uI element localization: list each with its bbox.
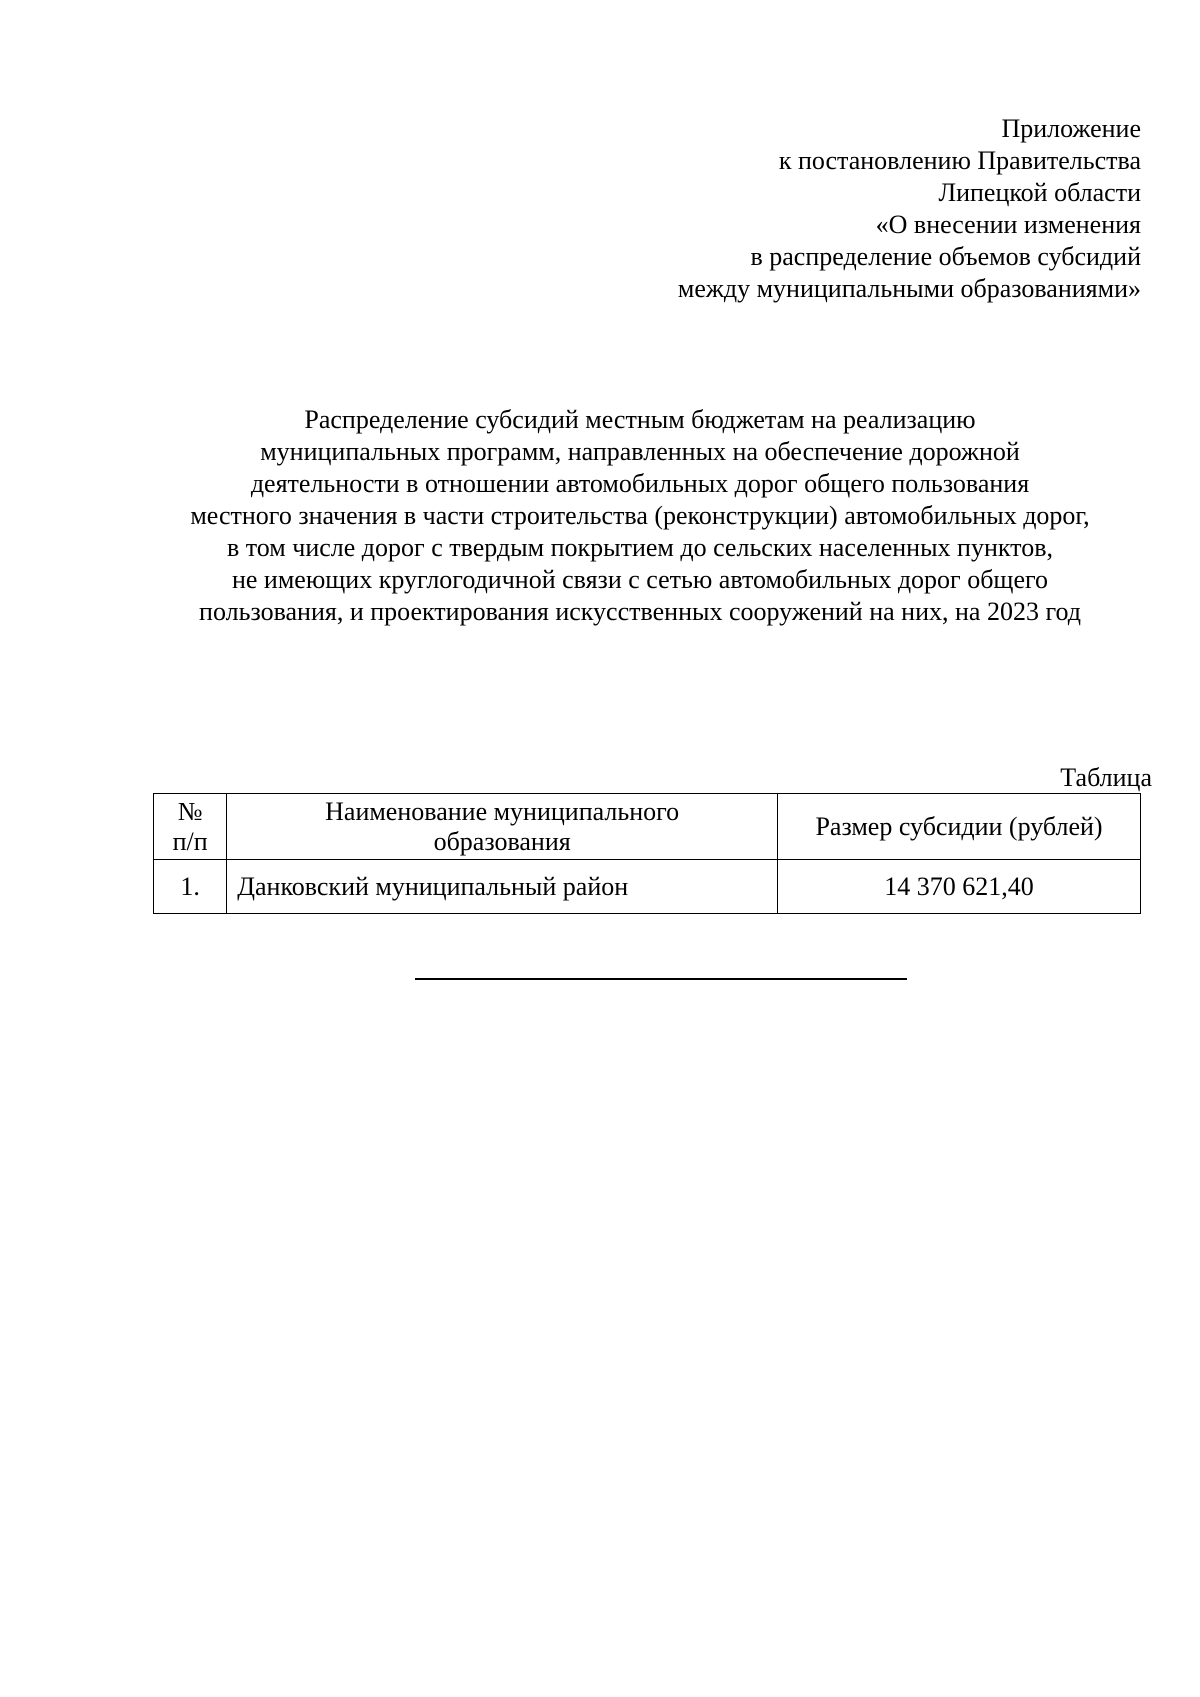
header-amount: Размер субсидии (рублей) — [778, 794, 1141, 860]
header-num — [154, 794, 227, 860]
header-num-line2: п/п — [172, 826, 208, 856]
title-line: не имеющих круглогодичной связи с сетью автомобильных дорог общего — [231, 565, 1049, 594]
appendix-line: между муниципальными образованиями» — [677, 274, 1141, 303]
table-caption: Таблица — [1060, 763, 1152, 792]
appendix-line: к постановлению Правительства — [778, 146, 1141, 175]
title-line: муниципальных программ, направленных на обеспечение дорожной — [260, 437, 1020, 466]
title-line: Распределение субсидий местным бюджетам на реализацию — [304, 405, 976, 434]
appendix-line: в распределение объемов субсидий — [750, 242, 1141, 271]
row-amount: 14 370 621,40 — [778, 860, 1141, 914]
header-name-line2: образования — [433, 826, 571, 856]
header-num-line1: № — [177, 796, 203, 826]
end-divider-line — [415, 978, 907, 980]
appendix-line: Липецкой области — [938, 178, 1141, 207]
title-line: в том числе дорог с твердым покрытием до сельских населенных пунктов, — [227, 533, 1053, 562]
appendix-line: «О внесении изменения — [875, 210, 1141, 239]
table-header-row — [154, 794, 1141, 860]
header-name — [227, 794, 778, 860]
document-title — [150, 404, 1130, 628]
subsidy-table — [153, 793, 1141, 914]
row-num: 1. — [154, 860, 227, 914]
title-line: деятельности в отношении автомобильных дорог общего пользования — [250, 469, 1030, 498]
appendix-line: Приложение — [1001, 114, 1141, 143]
title-line: пользования, и проектирования искусственных сооружений на них, на 2023 год — [199, 597, 1081, 626]
appendix-block — [678, 113, 1141, 305]
row-name: Данковский муниципальный район — [227, 860, 778, 914]
header-name-line1: Наименование муниципального — [325, 796, 680, 826]
title-line: местного значения в части строительства (реконструкции) автомобильных дорог, — [190, 501, 1090, 530]
table-row — [154, 860, 1141, 914]
